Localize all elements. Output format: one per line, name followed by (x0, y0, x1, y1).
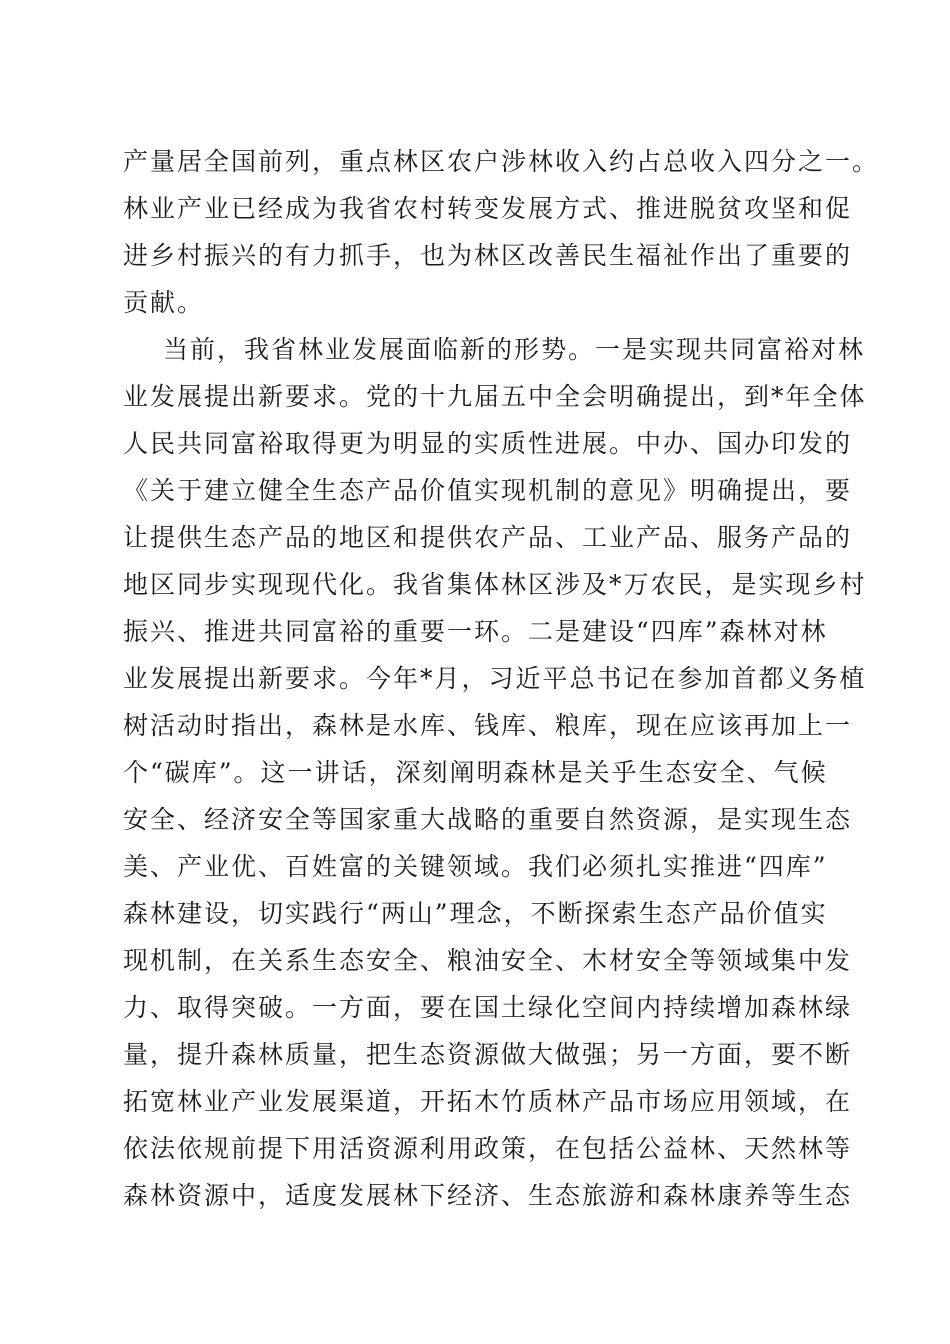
paragraph-first-line: 当前，我省林业发展面临新的形势。一是实现共同富裕对林 (163, 335, 866, 364)
text-line: 树活动时指出，森林是水库、钱库、粮库，现在应该再加上一 (123, 711, 853, 740)
text-line: 美、产业优、百姓富的关键领域。我们必须扎实推进“四库” (123, 852, 828, 881)
body-text (123, 138, 880, 1219)
text-line: 业发展提出新要求。今年*月，习近平总书记在参加首都义务植 (123, 664, 867, 693)
text-line: 贡献。 (123, 288, 205, 317)
text-line: 森林资源中，适度发展林下经济、生态旅游和森林康养等生态 (123, 1181, 853, 1210)
text-line: 地区同步实现现代化。我省集体林区涉及*万农民，是实现乡村 (123, 570, 867, 599)
text-line: 森林建设，切实践行“两山”理念，不断探索生态产品价值实 (123, 899, 828, 928)
text-line: 依法依规前提下用活资源利用政策，在包括公益林、天然林等 (123, 1134, 853, 1163)
text-line: 现机制，在关系生态安全、粮油安全、木材安全等领域集中发 (123, 946, 853, 975)
text-line: 个“碳库”。这一讲话，深刻阐明森林是关乎生态安全、气候 (123, 758, 828, 787)
text-line: 拓宽林业产业发展渠道，开拓木竹质林产品市场应用领域，在 (123, 1087, 853, 1116)
text-line: 让提供生态产品的地区和提供农产品、工业产品、服务产品的 (123, 523, 853, 552)
text-line: 林业产业已经成为我省农村转变发展方式、推进脱贫攻坚和促 (123, 194, 853, 223)
text-line: 力、取得突破。一方面，要在国土绿化空间内持续增加森林绿 (123, 993, 853, 1022)
text-line: 振兴、推进共同富裕的重要一环。二是建设“四库”森林对林 (123, 617, 828, 646)
text-line: 量，提升森林质量，把生态资源做大做强；另一方面，要不断 (123, 1040, 853, 1069)
text-line: 人民共同富裕取得更为明显的实质性进展。中办、国办印发的 (123, 429, 853, 458)
text-line: 业发展提出新要求。党的十九届五中全会明确提出，到*年全体 (123, 382, 867, 411)
text-line: 安全、经济安全等国家重大战略的重要自然资源，是实现生态 (123, 805, 853, 834)
text-line: 进乡村振兴的有力抓手，也为林区改善民生福祉作出了重要的 (123, 241, 853, 270)
text-line: 《关于建立健全生态产品价值实现机制的意见》明确提出，要 (123, 476, 853, 505)
text-line: 产量居全国前列，重点林区农户涉林收入约占总收入四分之一。 (123, 147, 880, 176)
